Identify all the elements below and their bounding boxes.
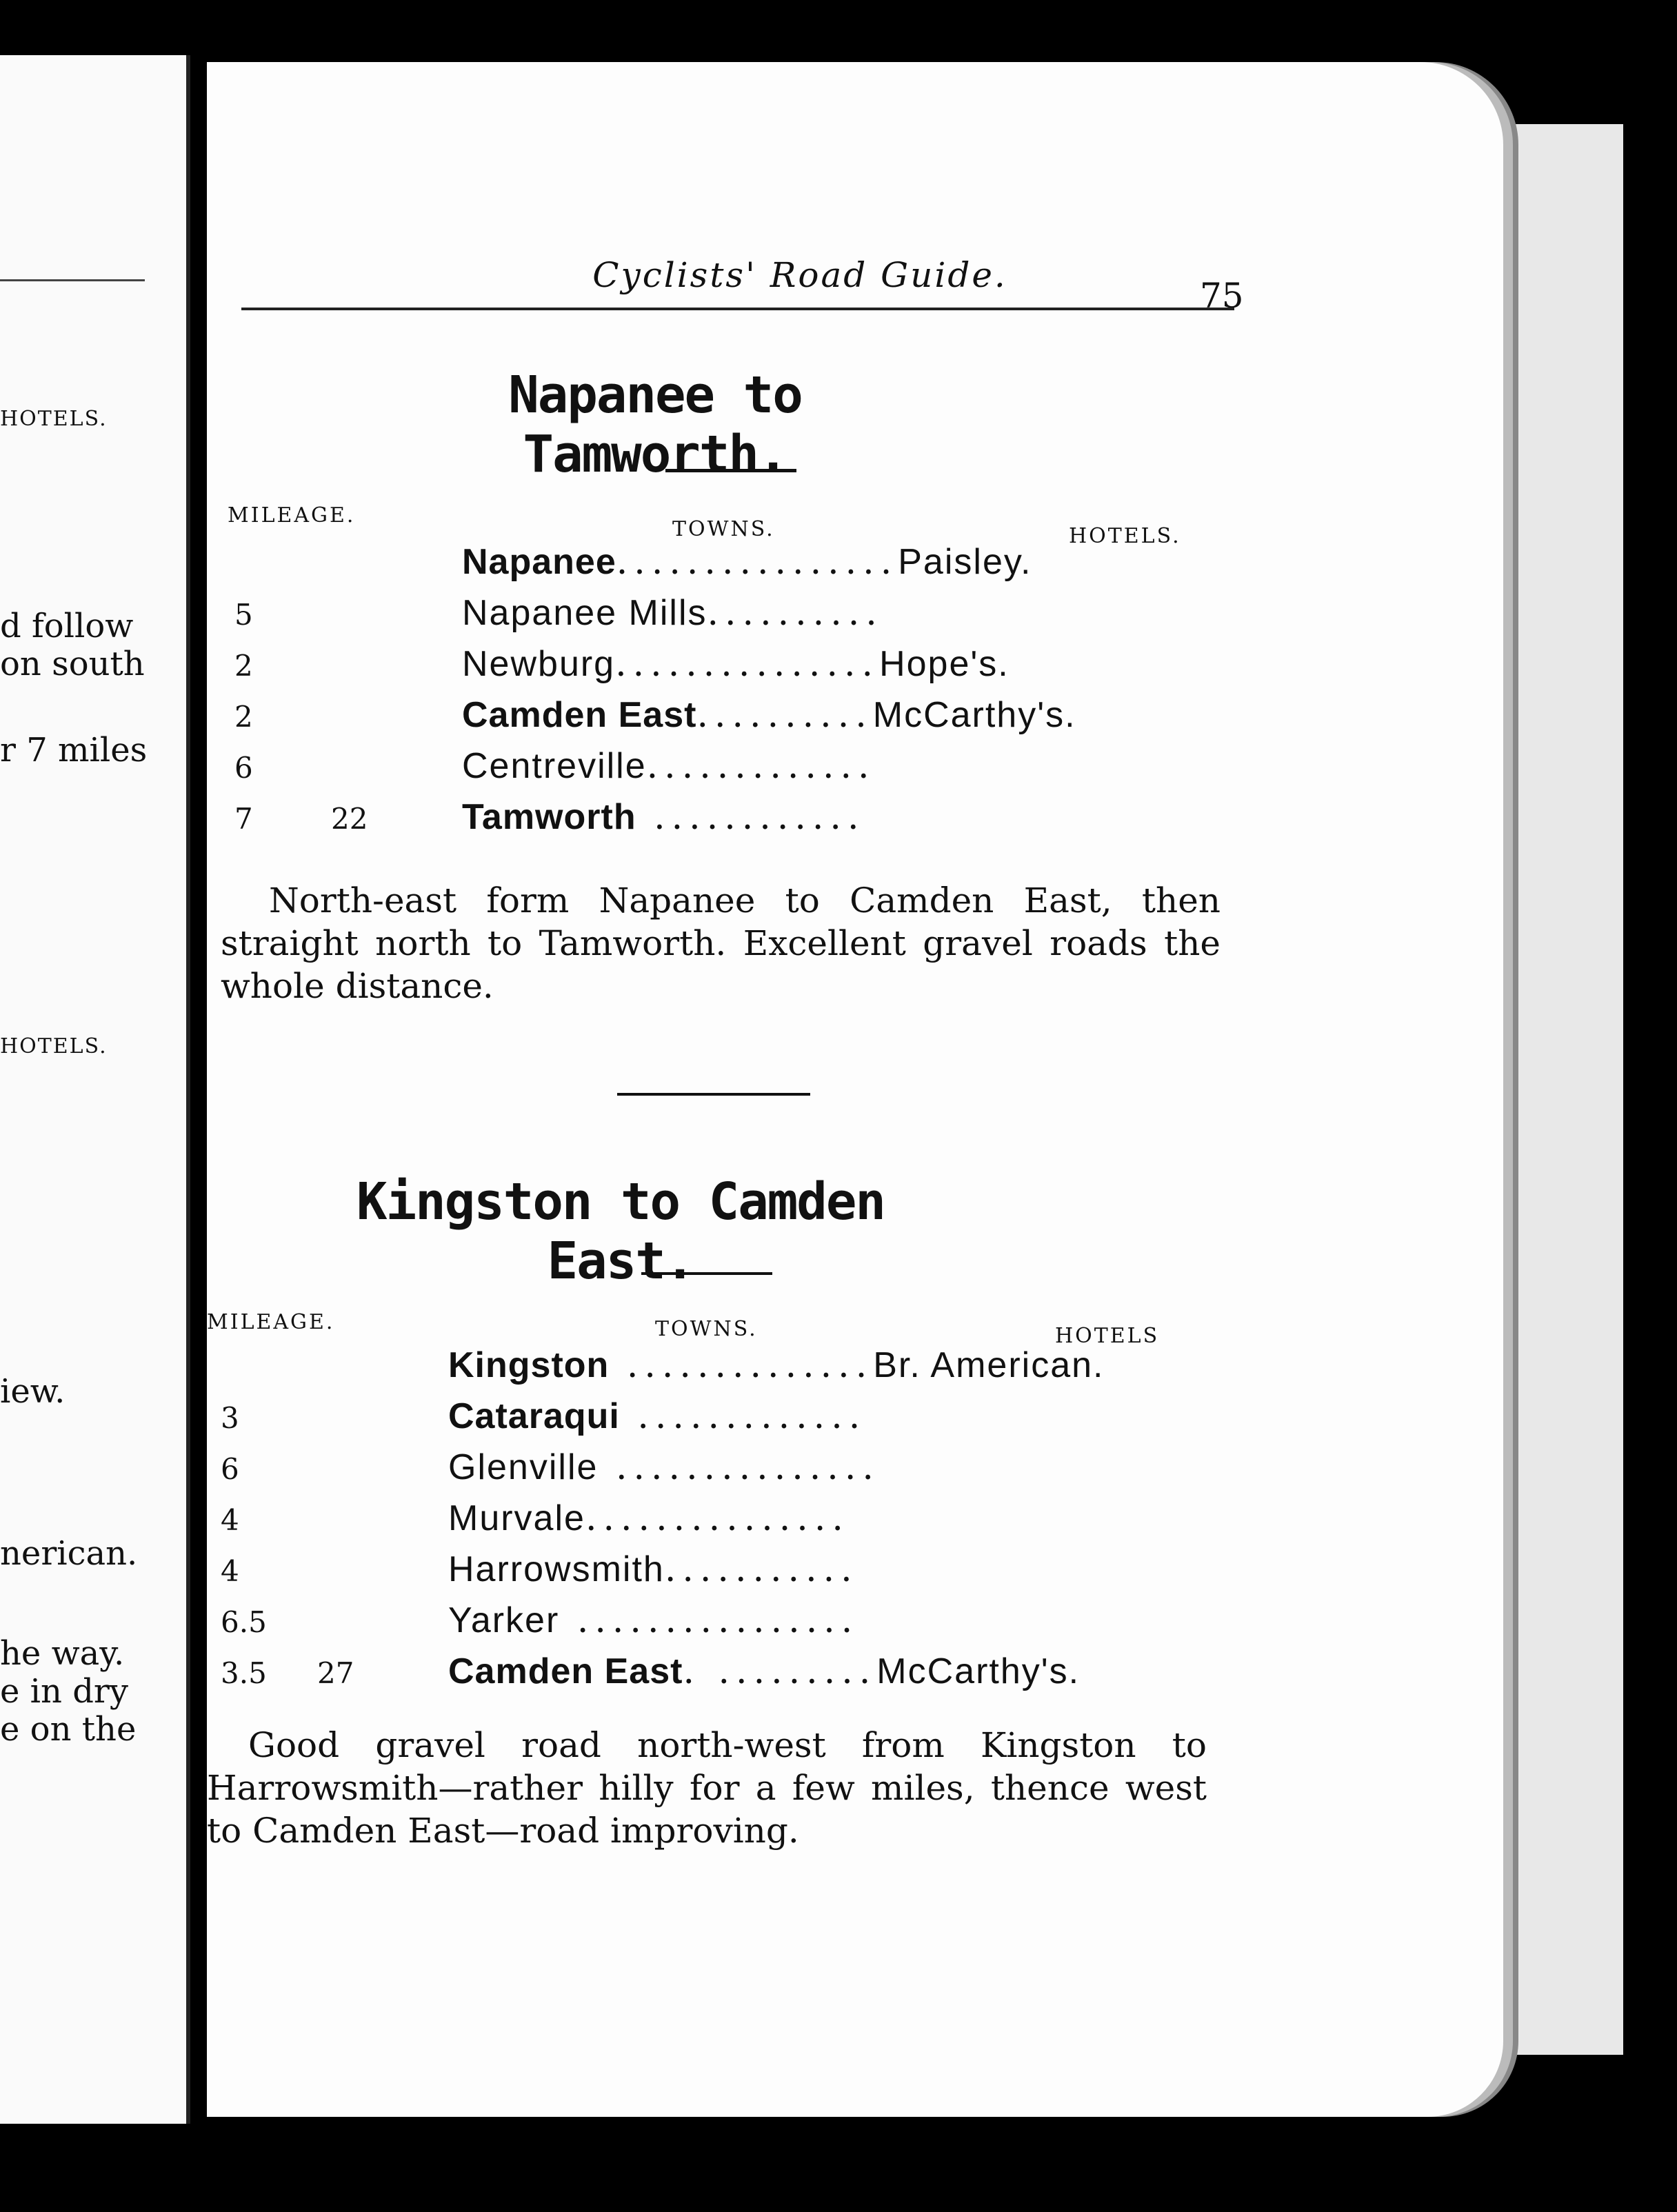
- column-header-mileage: MILEAGE.: [228, 503, 356, 527]
- total-mileage-cell: 22: [331, 802, 368, 836]
- section-divider: [617, 1093, 810, 1096]
- left-page-text: e on the: [0, 1710, 137, 1749]
- leader-dots: .............: [619, 1396, 867, 1437]
- left-page-text: e in dry: [0, 1672, 128, 1711]
- town-cell: [462, 796, 865, 838]
- left-page-text: he way.: [0, 1634, 125, 1673]
- hotel-cell: McCarthy's.: [872, 695, 1076, 735]
- town-name: Glenville: [448, 1447, 599, 1487]
- hotel-cell: McCarthy's.: [876, 1651, 1081, 1691]
- mileage-cell: 5: [234, 598, 253, 632]
- mileage-cell: 3: [221, 1401, 239, 1435]
- route-row: [221, 1345, 1255, 1393]
- mileage-cell: 4: [221, 1554, 239, 1588]
- town-cell: [448, 1396, 866, 1437]
- left-page-text: r 7 miles: [0, 731, 148, 770]
- route-description: Good gravel road north-west from Kingston to Harrowsmith—rather hilly for a few miles, thence west to Camden East—road improving.: [207, 1725, 1207, 1851]
- mileage-cell: 2: [234, 649, 253, 683]
- column-header-towns: TOWNS.: [655, 1317, 758, 1341]
- leader-dots: ..............: [609, 1345, 874, 1386]
- title-rule: [665, 469, 796, 472]
- leader-dots: ...............: [615, 643, 880, 685]
- town-cell: [448, 1345, 1104, 1386]
- left-page-edge: [0, 55, 190, 2124]
- mileage-cell: 6: [221, 1452, 239, 1486]
- left-page-text: iew.: [0, 1372, 66, 1411]
- town-name: Napanee Mills: [462, 593, 707, 633]
- mileage-cell: 4: [221, 1503, 239, 1537]
- route-row: [221, 1396, 1255, 1444]
- left-page-text: d follow: [0, 607, 134, 645]
- mileage-cell: 7: [234, 802, 253, 836]
- column-header-hotels: HOTELS.: [1069, 524, 1181, 548]
- route-row: [234, 694, 1269, 743]
- hotel-cell: Br. American.: [873, 1345, 1105, 1385]
- mileage-cell: 6: [234, 751, 253, 785]
- town-name: Newburg: [462, 644, 616, 684]
- route-row: [234, 541, 1269, 590]
- route-row: [221, 1447, 1255, 1495]
- town-cell: [448, 1549, 858, 1590]
- town-cell: [462, 592, 883, 634]
- town-name: Napanee: [462, 542, 616, 582]
- route-row: [221, 1549, 1255, 1597]
- leader-dots: ................: [559, 1600, 859, 1641]
- mileage-cell: 6.5: [221, 1605, 267, 1639]
- hotel-cell: Hope's.: [879, 644, 1010, 684]
- leader-dots: .............: [646, 745, 876, 787]
- leader-dots: ...............: [585, 1498, 850, 1539]
- leader-dots: ............: [636, 796, 865, 838]
- mileage-cell: 2: [234, 700, 253, 734]
- town-cell: [448, 1447, 880, 1488]
- leader-dots: ..........: [707, 592, 883, 634]
- town-name: Kingston: [448, 1345, 610, 1385]
- leader-dots: ...............: [598, 1447, 880, 1488]
- title-rule: [641, 1272, 772, 1275]
- book-page: [207, 62, 1503, 2117]
- total-mileage-cell: 27: [317, 1656, 354, 1690]
- route-row: [221, 1498, 1255, 1546]
- column-header-hotels: HOTELS: [1055, 1324, 1160, 1348]
- page-number: 75: [1200, 276, 1244, 316]
- column-header-mileage: MILEAGE.: [207, 1310, 335, 1334]
- leader-dots: . .........: [683, 1651, 877, 1692]
- left-page-text: HOTELS.: [0, 407, 108, 431]
- left-page-text: nerican.: [0, 1534, 138, 1573]
- town-cell: [448, 1651, 1080, 1692]
- route-row: [221, 1600, 1255, 1648]
- mileage-cell: 3.5: [221, 1656, 267, 1690]
- route-title: Kingston to Camden East.: [357, 1172, 885, 1291]
- route-row: [234, 745, 1269, 794]
- header-rule: [241, 308, 1234, 310]
- route-row: [234, 592, 1269, 641]
- left-page-text: HOTELS.: [0, 1034, 108, 1058]
- town-name: Camden East: [448, 1651, 683, 1691]
- town-name: Yarker: [448, 1600, 560, 1640]
- hotel-cell: Paisley.: [898, 542, 1032, 582]
- town-name: Camden East: [462, 695, 697, 735]
- town-cell: [462, 643, 1010, 685]
- route-row: [234, 796, 1269, 845]
- route-row: [234, 643, 1269, 692]
- running-title: Cyclists' Road Guide.: [592, 255, 1007, 295]
- town-name: Tamworth: [462, 797, 636, 837]
- left-page-text: on south: [0, 645, 145, 683]
- town-cell: [462, 541, 1032, 583]
- town-name: Cataraqui: [448, 1396, 620, 1436]
- leader-dots: ................: [616, 541, 898, 583]
- leader-dots: ..........: [696, 694, 873, 736]
- leader-dots: ...........: [664, 1549, 858, 1590]
- town-cell: [462, 745, 876, 787]
- route-description: North-east form Napanee to Camden East, then straight north to Tamworth. Excellent gravel roads the whole distance.: [221, 881, 1221, 1006]
- town-cell: [448, 1600, 858, 1641]
- route-row: [221, 1651, 1255, 1699]
- column-header-towns: TOWNS.: [672, 517, 775, 541]
- town-cell: [462, 694, 1076, 736]
- left-page-rule: [0, 279, 145, 281]
- town-name: Murvale: [448, 1498, 585, 1538]
- town-cell: [448, 1498, 850, 1539]
- town-name: Centreville: [462, 746, 647, 786]
- route-title: Napanee to Tamworth.: [508, 365, 802, 484]
- town-name: Harrowsmith: [448, 1549, 665, 1589]
